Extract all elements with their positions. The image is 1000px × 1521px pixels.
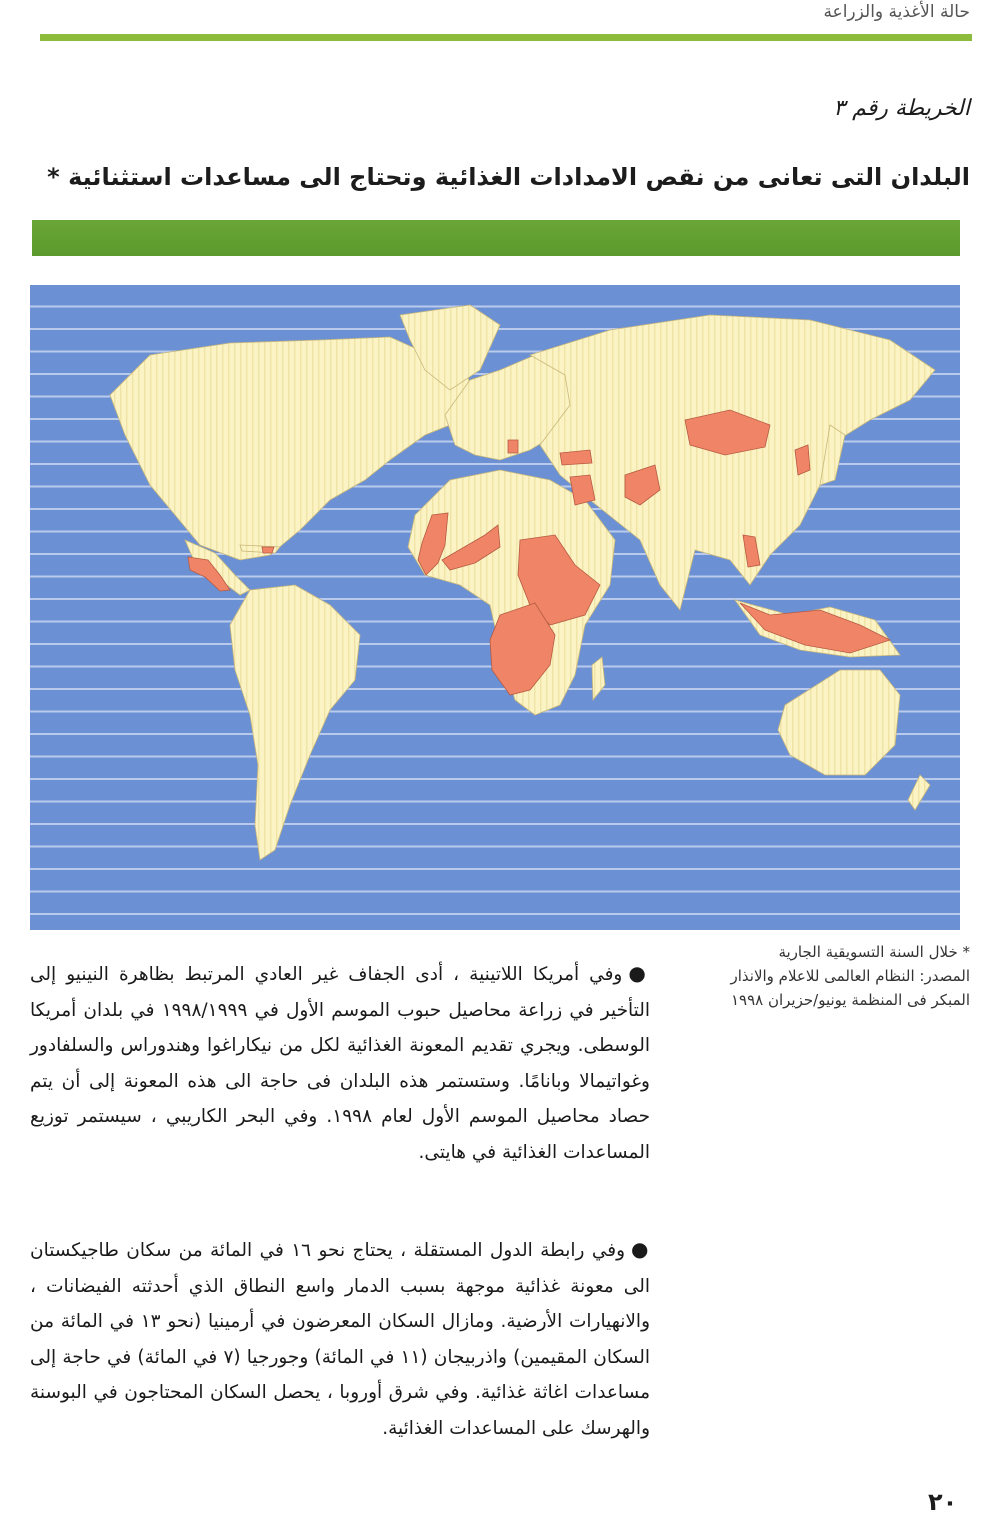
bullet-icon: ● [628, 961, 650, 985]
region-haiti [262, 547, 274, 553]
page-number: ٢٠ [928, 1488, 958, 1516]
source-line: المصدر: النظام العالمى للاعلام والانذار [730, 967, 970, 985]
body-paragraph [30, 956, 650, 1170]
title-band [32, 220, 960, 256]
source-line: المبكر فى المنظمة يونيو/حزيران ١٩٩٨ [730, 991, 970, 1009]
map-notes [680, 940, 970, 1012]
map-label: الخريطة رقم ٣ [833, 96, 970, 121]
region-korea [795, 445, 810, 475]
region-caucasus [560, 450, 592, 465]
footnote: * خلال السنة التسويقية الجارية [778, 943, 970, 961]
body-paragraph [30, 1232, 650, 1446]
map-title: البلدان التى تعانى من نقص الامدادات الغذائية وتحتاج الى مساعدات استثنائية * [47, 163, 970, 191]
world-map [30, 285, 960, 930]
bullet-icon: ● [631, 1237, 651, 1261]
running-head: حالة الأغذية والزراعة [823, 2, 970, 22]
paragraph-text: وفي أمريكا اللاتينية ، أدى الجفاف غير العادي المرتبط بظاهرة النينيو إلى التأخير في زراعة محاصيل حبوب الموسم الأول في ١٩٩٨/١٩٩٩ في بلدان أمريكا الوسطى. ويجري تقديم المعونة الغذائية لكل من نيكاراغوا وهندوراس والسلفادور وغواتيمالا وبانامًا. وستستمر هذه البلدان فى حاجة الى هذه المعونة إلى أن يتم حصاد محاصيل الموسم الأول لعام ١٩٩٨. وفي البحر الكاريبي ، سيستمر توزيع المساعدات الغذائية في هايتى. [30, 964, 651, 1163]
region-balkans [508, 440, 518, 453]
header-rule [40, 34, 972, 41]
paragraph-text: وفي رابطة الدول المستقلة ، يحتاج نحو ١٦ في المائة من سكان طاجيكستان الى معونة غذائية موجهة بسبب الدمار واسع النطاق الذي أحدثته الفيضانات ، والانهيارات الأرضية. ومازال السكان المعرضون في أرمينيا (نحو ١٣ في المائة من السكان المقيمين) واذربيجان (١١ في المائة) وجورجيا (٧ في المائة) في حاجة إلى مساعدات اغاثة غذائية. وفي شرق أوروبا ، يحصل السكان المحتاجون في البوسنة والهرسك على المساعدات الغذائية. [30, 1240, 651, 1439]
